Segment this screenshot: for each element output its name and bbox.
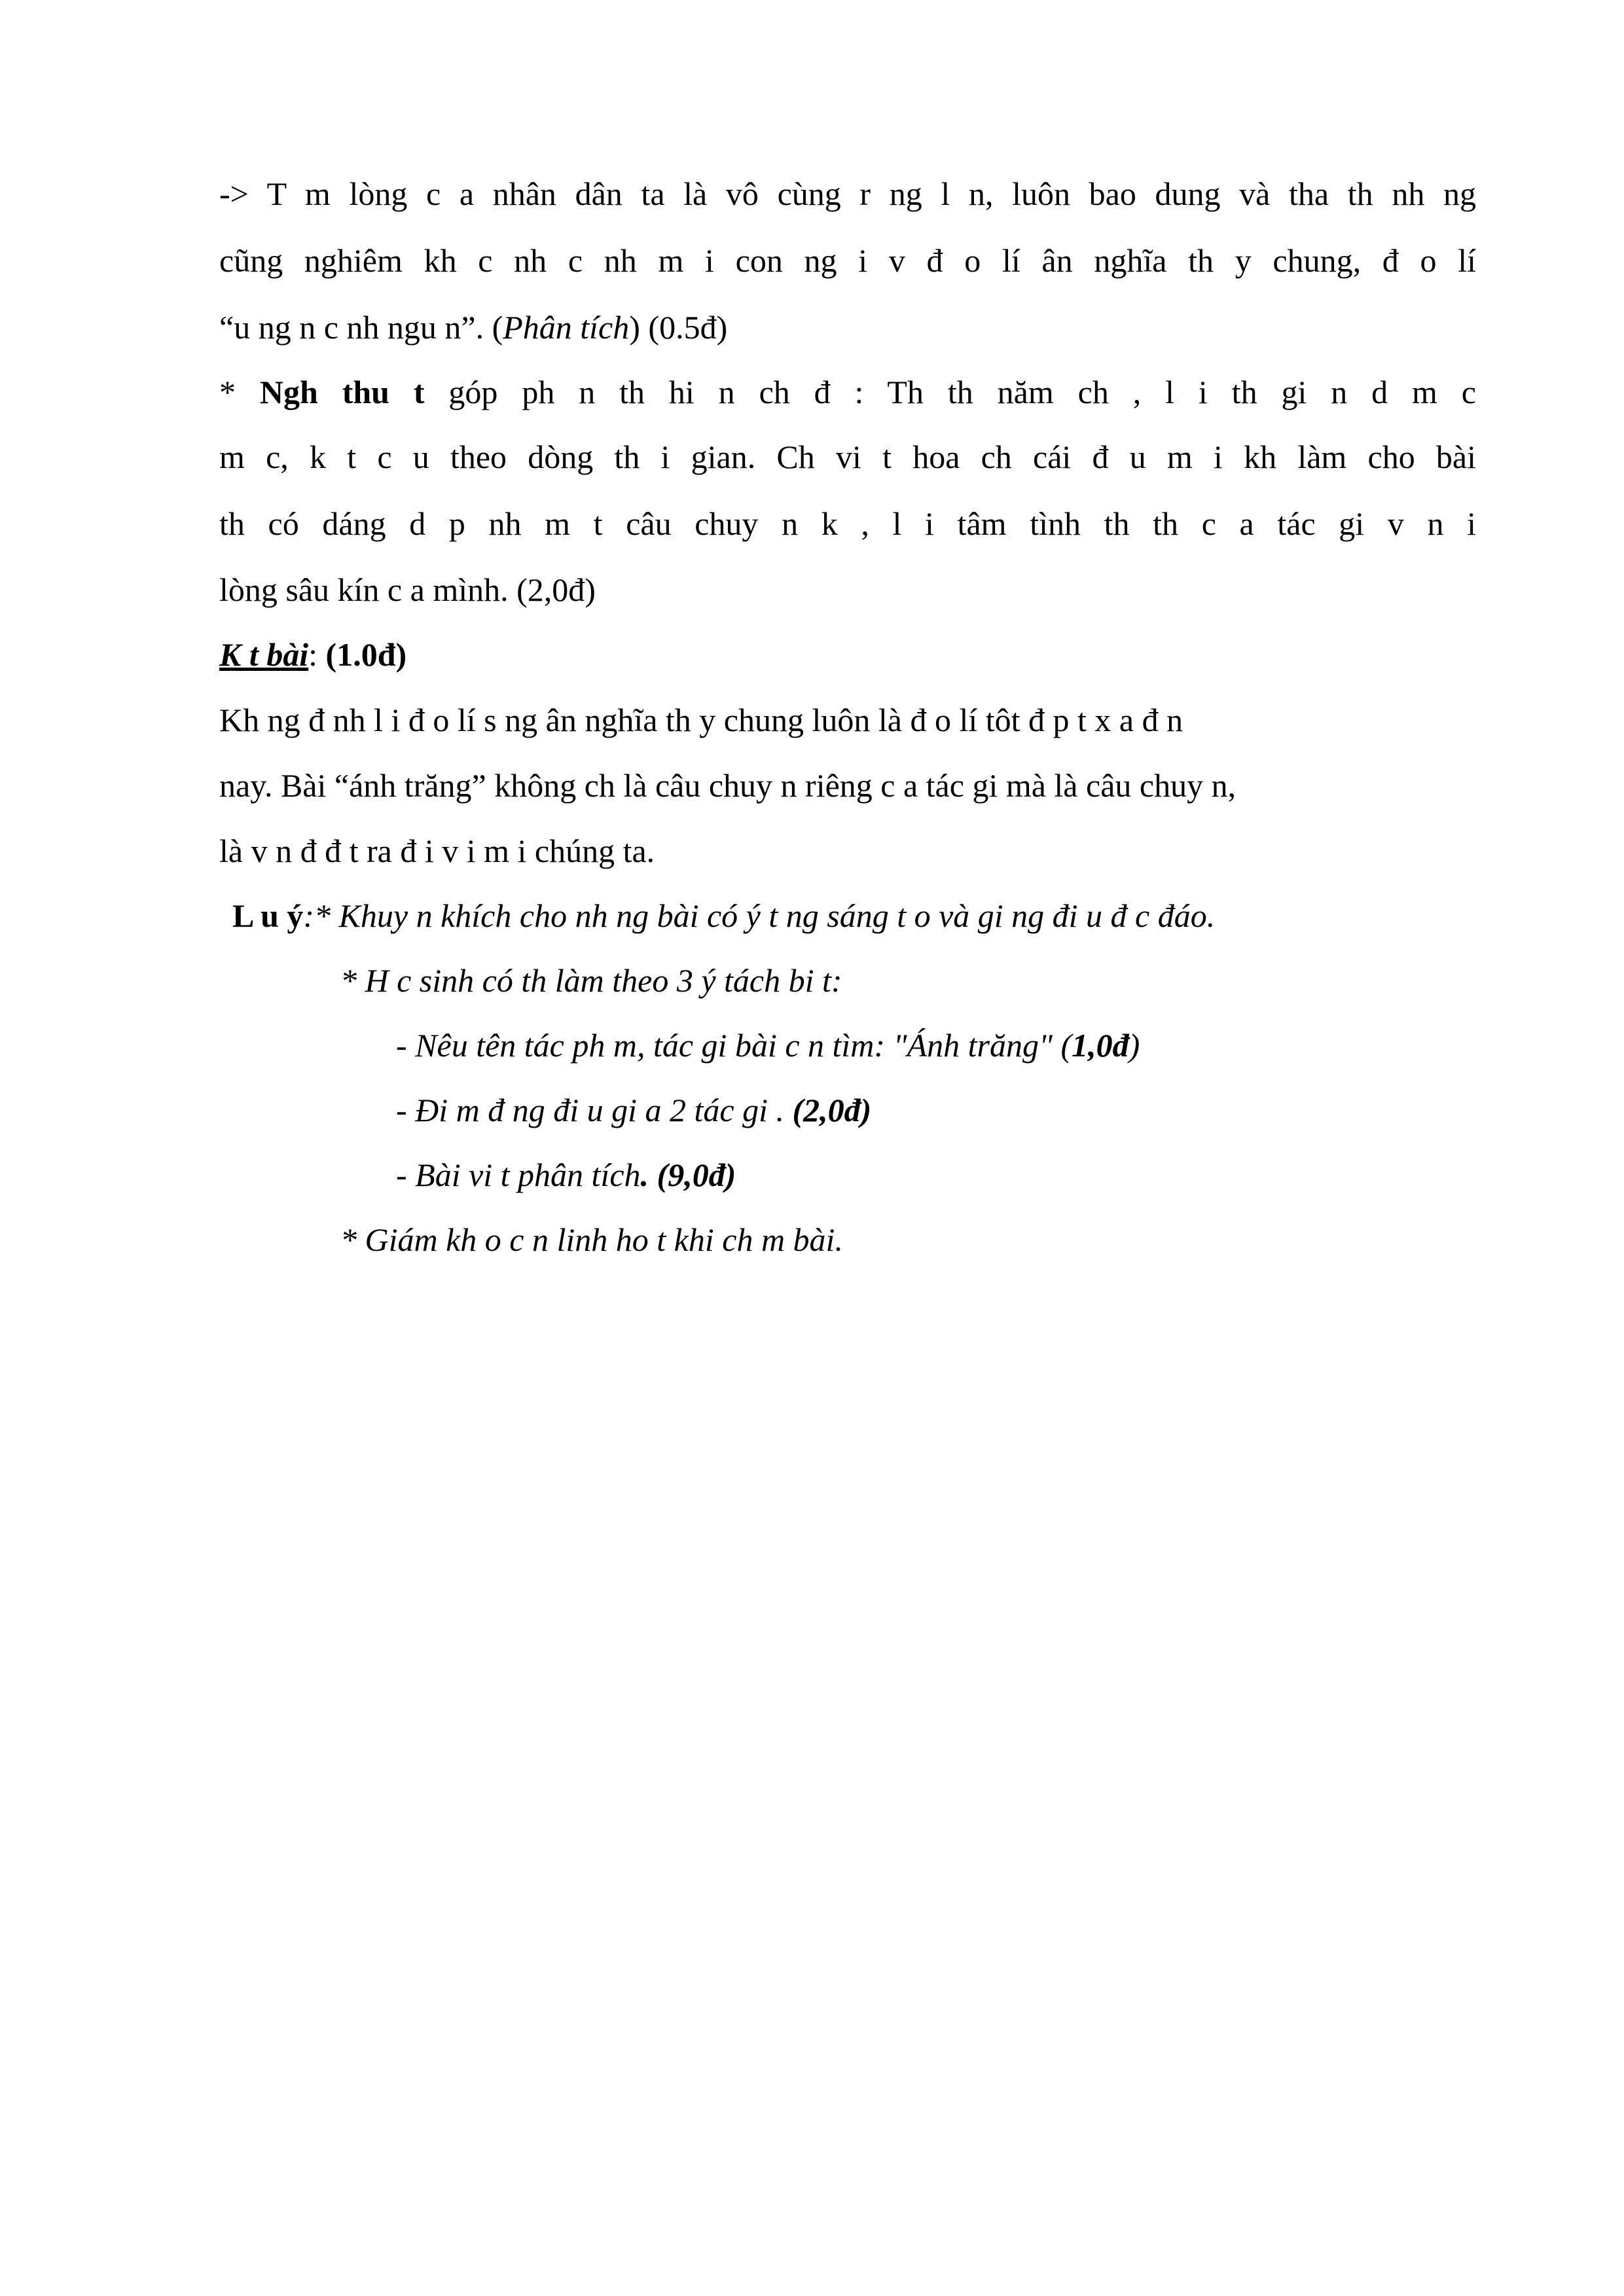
note-item1-score: 1,0đ — [1072, 1027, 1129, 1064]
note-line2: * H c sinh có th làm theo 3 ý tách bi t: — [340, 962, 842, 999]
note-item1-text: - Nêu tên tác ph m, tác gi bài c n tìm: "Ánh trăng" ( — [396, 1027, 1072, 1064]
conclusion-heading: K t bài — [219, 636, 309, 673]
note-item2-score: (2,0đ) — [792, 1092, 872, 1128]
note-item2-text: - Đi m đ ng đi u gi a 2 tác gi . — [396, 1092, 793, 1128]
note-line6: * Giám kh o c n linh ho t khi ch m bài. — [340, 1221, 843, 1258]
bullet-star: * — [219, 374, 260, 410]
paragraph2-line1-text: góp ph n th hi n ch đ : Th th năm ch , l i th gi n d m c — [424, 374, 1477, 410]
note-item3-score: . (9,0đ) — [640, 1157, 736, 1193]
paragraph1-line1: -> T m lòng c a nhân dân ta là vô cùng r ng l n, luôn bao dung và tha th nh ng — [219, 175, 1476, 212]
note-item1-end: ) — [1128, 1027, 1140, 1064]
conclusion-line2: nay. Bài “ánh trăng” không ch là câu chuy n riêng c a tác gi mà là câu chuy n, — [219, 767, 1236, 804]
paragraph2-line2: m c, k t c u theo dòng th i gian. Ch vi t hoa ch cái đ u m i kh làm cho bài — [219, 439, 1476, 475]
conclusion-line3: là v n đ đ t ra đ i v i m i chúng ta. — [219, 833, 655, 869]
analysis-label: Phân tích — [503, 309, 630, 346]
conclusion-line1: Kh ng đ nh l i đ o lí s ng ân nghĩa th y chung luôn là đ o lí tôt đ p t x a đ n — [219, 702, 1183, 738]
art-heading: Ngh thu t — [259, 374, 425, 410]
paragraph2-line1 — [219, 372, 1476, 412]
note-label: L u ý — [232, 897, 304, 934]
conclusion-colon: : — [308, 636, 326, 673]
note-item3-text: - Bài vi t phân tích — [396, 1157, 641, 1193]
note-item2 — [396, 1090, 1624, 1130]
paragraph2-line4: lòng sâu kín c a mình. (2,0đ) — [219, 571, 596, 608]
paragraph1-line3 — [219, 308, 1476, 347]
conclusion-score: (1.0đ) — [325, 636, 407, 673]
note-item3 — [396, 1155, 1624, 1194]
note-line1-text: :* Khuy n khích cho nh ng bài có ý t ng sáng t o và gi ng đi u đ c đáo. — [303, 897, 1216, 934]
note-line1 — [232, 896, 1489, 935]
paragraph2-line3: th có dáng d p nh m t câu chuy n k , l i tâm tình th th c a tác gi v n i — [219, 505, 1476, 542]
paragraph1-line2: cũng nghiêm kh c nh c nh m i con ng i v đ o lí ân nghĩa th y chung, đ o lí — [219, 242, 1476, 279]
conclusion-heading-line — [219, 635, 1476, 674]
note-item1 — [396, 1026, 1624, 1065]
paragraph1-line3-score: ) (0.5đ) — [629, 309, 728, 346]
paragraph1-line3-text: “u ng n c nh ngu n”. ( — [219, 309, 503, 346]
